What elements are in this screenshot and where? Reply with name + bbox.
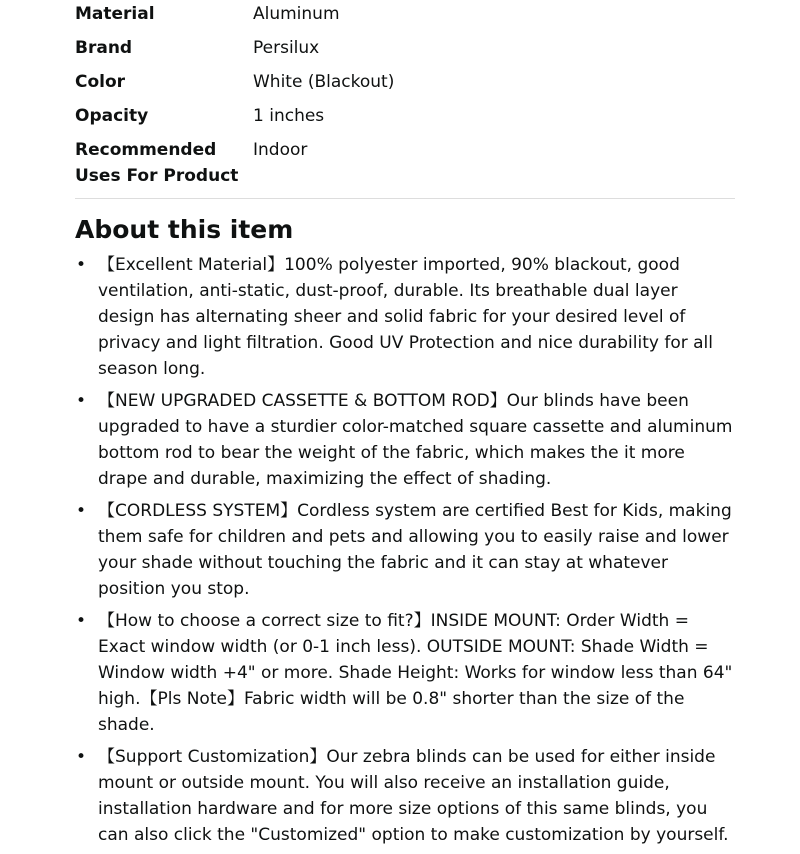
- spec-key: Color: [75, 72, 126, 92]
- list-item: [75, 388, 735, 492]
- spec-row-opacity: [75, 103, 394, 137]
- bullet-text: 【Excellent Material】100% polyester imported, 90% blackout, good ventilation, anti-static, dust-proof, durable. Its breathable dual layer design has alternating sheer and solid fabric for your desired level of privacy and light filtration. Good UV Protection and nice durability for all season long.: [98, 255, 713, 379]
- spec-key: Recommended Uses For Product: [75, 140, 239, 186]
- spec-key: Opacity: [75, 106, 149, 126]
- spec-row-recommended-uses: [75, 137, 394, 189]
- spec-row-brand: [75, 35, 394, 69]
- bullet-marker: •: [76, 501, 87, 521]
- bullet-marker: •: [76, 391, 87, 411]
- list-item: [75, 498, 735, 602]
- list-item: [75, 744, 735, 848]
- list-item: [75, 608, 735, 738]
- spec-value: 1 inches: [253, 106, 325, 126]
- bullet-text: 【CORDLESS SYSTEM】Cordless system are certified Best for Kids, making them safe for children and pets and allowing you to easily raise and lower your shade without touching the fabric and it can stay at whatever position you stop.: [98, 501, 732, 599]
- spec-row-color: [75, 69, 394, 103]
- spec-value: Aluminum: [253, 4, 340, 24]
- bullet-marker: •: [76, 611, 87, 631]
- spec-key: Brand: [75, 38, 133, 58]
- spec-value: White (Blackout): [253, 72, 395, 92]
- bullet-text: 【Support Customization】Our zebra blinds can be used for either inside mount or outside mount. You will also receive an installation guide, installation hardware and for more size options of this same blinds, you can also click the "Customized" option to make customization by yourself.: [98, 747, 729, 845]
- bullet-text: 【NEW UPGRADED CASSETTE & BOTTOM ROD】Our blinds have been upgraded to have a sturdier color-matched square cassette and aluminum bottom rod to bear the weight of the fabric, which makes the it more drape and durable, maximizing the effect of shading.: [98, 391, 733, 489]
- about-this-item-heading: About this item: [75, 215, 294, 244]
- about-bullet-list: [75, 252, 735, 854]
- section-divider: [75, 198, 735, 199]
- product-details: [75, 0, 735, 189]
- product-specs-table: [75, 1, 394, 189]
- bullet-marker: •: [76, 747, 87, 767]
- bullet-text: 【How to choose a correct size to fit?】INSIDE MOUNT: Order Width = Exact window width (or 0-1 inch less). OUTSIDE MOUNT: Shade Width = Window width +4" or more. Shade Height: Works for window less than 64" high.【Pls Note】Fabric width will be 0.8" shorter than the size of the shade.: [98, 611, 733, 735]
- list-item: [75, 252, 735, 382]
- spec-value: Persilux: [253, 38, 320, 58]
- spec-value: Indoor: [253, 140, 308, 160]
- spec-row-material: [75, 1, 394, 35]
- bullet-marker: •: [76, 255, 87, 275]
- spec-key: Material: [75, 4, 155, 24]
